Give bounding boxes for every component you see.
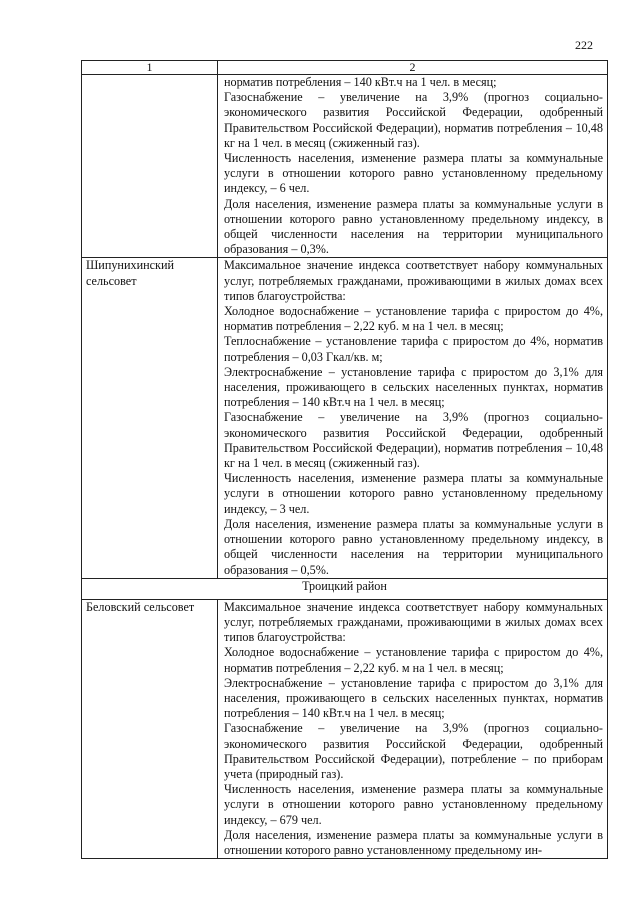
table-row [82,599,608,858]
municipality-cell [82,75,218,258]
description-cell [218,599,608,858]
paragraph: Теплоснабжение – установление тарифа с приростом до 4%, норматив потребления – 0,03 Гкал/кв. м; [224,334,603,364]
paragraph: норматив потребления – 140 кВт.ч на 1 чел. в месяц; [224,75,497,89]
description-cell [218,258,608,578]
paragraph: Доля населения, изменение размера платы за коммунальные услуги в отношении которого равно установленному предельному индексу, в общей численности населения на территории муниципального образования – 0,5%. [224,516,603,577]
paragraph: Максимальное значение индекса соответствует набору коммунальных услуг, потребляемых гражданами, проживающими в жилых домах всех типов благоустройства: [224,599,603,645]
region-header-row [82,578,608,599]
paragraph: Холодное водоснабжение – установление тарифа с приростом до 4%, норматив потребления – 2,22 куб. м на 1 чел. в месяц; [224,304,603,334]
paragraph: Газоснабжение – увеличение на 3,9% (прогноз социально-экономического развития Российской Федерации, одобренный Правительством Российской Федерации), потребление – по приборам учета (природный газ). [224,721,603,781]
paragraph: Электроснабжение – установление тарифа с приростом до 3,1% для населения, проживающего в сельских населенных пунктах, норматив потребления – 140 кВт.ч на 1 чел. в месяц; [224,675,603,721]
page-number: 222 [575,38,593,52]
description-cell [218,75,608,258]
paragraph: Газоснабжение – увеличение на 3,9% (прогноз социально-экономического развития Российской Федерации, одобренный Правительством Российской Федерации), норматив потребления – 10,48 кг на 1 чел. в месяц (сжиженный газ). [224,90,603,150]
paragraph: Газоснабжение – увеличение на 3,9% (прогноз социально-экономического развития Российской Федерации, одобренный Правительством Российской Федерации), норматив потребления – 10,48 кг на 1 чел. в месяц (сжиженный газ). [224,410,603,471]
paragraph: Численность населения, изменение размера платы за коммунальные услуги в отношении которого равно установленному предельному индексу, – 6 чел. [224,151,603,196]
paragraph: Холодное водоснабжение – установление тарифа с приростом до 4%, норматив потребления – 2,22 куб. м на 1 чел. в месяц; [224,645,603,675]
paragraph: Доля населения, изменение размера платы за коммунальные услуги в отношении которого равно установленному предельному индексу, в общей численности населения на территории муниципального образования – 0,3%. [224,196,603,257]
column-header-1: 1 [82,61,218,75]
municipality-cell: Беловский сельсовет [82,599,218,858]
region-title: Троицкий район [82,578,608,599]
paragraph: Численность населения, изменение размера платы за коммунальные услуги в отношении которого равно установленному предельному индексу, – 3 чел. [224,471,603,516]
paragraph: Доля населения, изменение размера платы за коммунальные услуги в отношении которого равно установленному предельному ин- [224,827,603,857]
table-header-row [82,61,608,75]
column-header-2: 2 [218,61,608,75]
municipality-cell: Шипунихинский сельсовет [82,258,218,578]
table-row [82,75,608,258]
paragraph: Максимальное значение индекса соответствует набору коммунальных услуг, потребляемых гражданами, проживающими в жилых домах всех типов благоустройства: [224,258,603,303]
paragraph: Электроснабжение – установление тарифа с приростом до 3,1% для населения, проживающего в сельских населенных пунктах, норматив потребления – 140 кВт.ч на 1 чел. в месяц; [224,364,603,410]
table-row [82,258,608,578]
paragraph: Численность населения, изменение размера платы за коммунальные услуги в отношении которого равно установленному предельному индексу, – 679 чел. [224,782,603,827]
tariff-table [81,60,608,859]
